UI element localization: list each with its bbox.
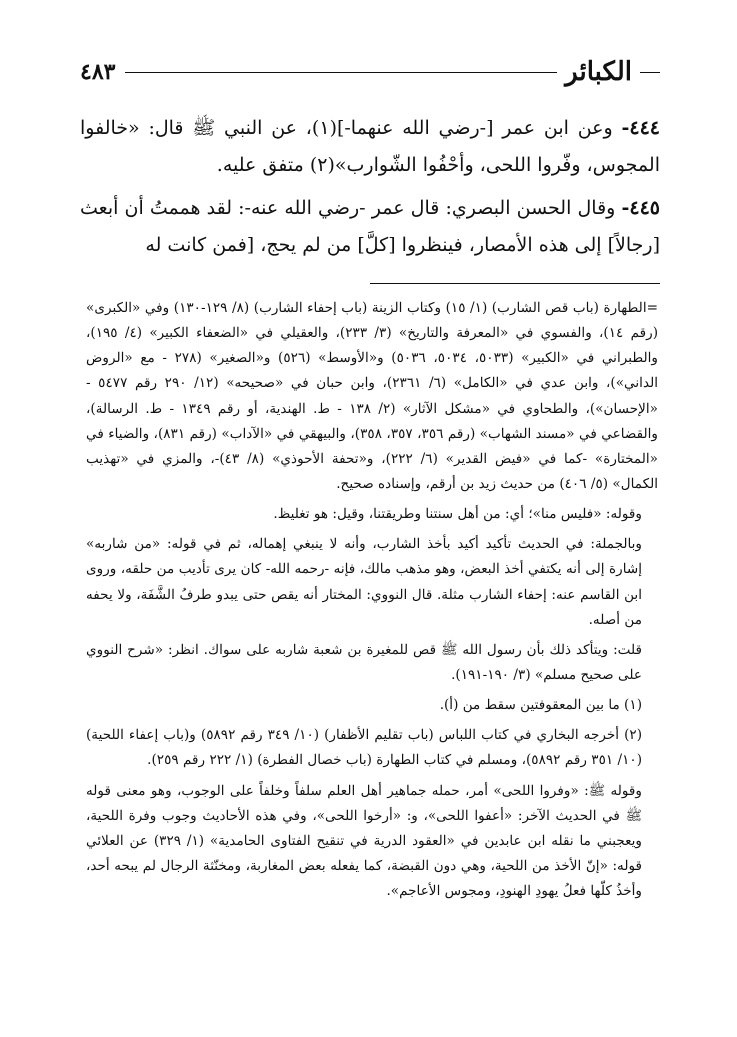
book-title: الكبائر [565, 57, 632, 87]
footnote-paragraph: قلت: ويتأكد ذلك بأن رسول الله ﷺ قص للمغيرة بن شعبة شاربه على سواك. انظر: «شرح النووي على صحيح مسلم» (٣/ ١٩٠-١٩١). [86, 641, 642, 683]
footnote-1: (١) ما بين المعقوفتين سقط من (أ). [439, 697, 642, 714]
hadith-444 [80, 110, 660, 184]
footnote-2: (٢) أخرجه البخاري في كتاب اللباس (باب تقليم الأظفار) (١٠/ ٣٤٩ رقم ٥٨٩٢) و(باب إعفاء اللحية) (١٠/ ٣٥١ رقم ٥٨٩٢)، ومسلم في كتاب الطهارة (باب خصال الفطرة) (١/ ٢٢٢ رقم ٢٥٩). [86, 727, 642, 769]
footnote-paragraph: وقوله ﷺ: «وفروا اللحى» أمر، حمله جماهير أهل العلم سلفاً وخلفاً على الوجوب، وهو معنى قوله ﷺ في الحديث الآخر: «أعفوا اللحى»، و: «أرخوا اللحى»، وفي هذه الأحاديث وجوب وفرة اللحية، ويعجبني ما نقله ابن عابدين في «العقود الدرية في تنقيح الفتاوى الحامدية» (١/ ٣٢٩) عن العلائي قوله: «إنّ الأخذ من اللحية، وهي دون القبضة، كما يفعله بعض المغاربة، ومخنّثة الرجال لم يبحه أحد، وأخذُ كلّها فعلُ يهودِ الهنودِ، ومجوس الأعاجم». [86, 782, 643, 900]
hadith-number: ٤٤٥- [621, 197, 661, 220]
page-number: ٤٨٣ [80, 59, 116, 85]
footnote-continuation: =الطهارة (باب قص الشارب) (١/ ١٥) وكتاب الزينة (باب إحفاء الشارب) (٨/ ١٢٩-١٣٠) وفي «الكبرى» (رقم ١٤)، والفسوي في «المعرفة والتاريخ» (٣/ ٢٣٣)، والعقيلي في «الضعفاء الكبير» (٤/ ١٩٥)، والطبراني في «الكبير» (٥٠٣٣، ٥٠٣٤، ٥٠٣٦) و«الأوسط» (٥٢٦) و«الصغير» (٢٧٨ - مع «الروض الداني»)، وابن عدي في «الكامل» (٦/ ٢٣٦١)، وابن حبان في «صحيحه» (١٢/ ٢٩٠ رقم ٥٤٧٧ - «الإحسان»)، والطحاوي في «مشكل الآثار» (٢/ ١٣٨ - ط. الهندية، أو رقم ١٣٤٩ - ط. الرسالة)، والقضاعي في «مسند الشهاب» (رقم ٣٥٦، ٣٥٧، ٣٥٨)، والبيهقي في «الآداب» (رقم ٨٣١)، والضياء في «المختارة» -كما في «فيض القدير» (٦/ ٢٢٢)، و«تحفة الأحوذي» (٨/ ٤٣)-، والمزي في «تهذيب الكمال» (٥/ ٤٠٦) من حديث زيد بن أرقم، وإسناده صحيح. [86, 300, 659, 492]
header-dash [640, 72, 660, 73]
footnote-separator [370, 283, 660, 284]
hadith-text: وقال الحسن البصري: قال عمر -رضي الله عنه-: لقد هممتُ أن أبعث [رجالاً] إلى هذه الأمصار، فينظروا [كلَّ] من لم يحج، [فمن كانت له [80, 197, 660, 257]
hadith-text: وعن ابن عمر [-رضي الله عنهما-](١)، عن النبي ﷺ قال: «خالفوا المجوس، وفّروا اللحى، وأحْفُوا الشّوارب»(٢) متفق عليه. [80, 117, 660, 177]
main-text [80, 110, 660, 270]
hadith-445 [80, 190, 660, 264]
footnotes [86, 296, 658, 909]
page-header [80, 52, 660, 92]
footnote-paragraph: وقوله: «فليس منا»؛ أي: من أهل سنتنا وطريقتنا، وقيل: هو تغليظ. [273, 506, 642, 523]
footnote-paragraph: وبالجملة: في الحديث تأكيد أكيد بأخذ الشارب، وأنه لا ينبغي إهماله، ثم في قوله: «من شاربه» إشارة إلى أنه يكتفي أخذ البعض، وهو مذهب مالك، فإنه -رحمه الله- كان يرى تأديب من حلقه، وروى ابن القاسم عنه: إحفاء الشارب مثلة. قال النووي: المختار أنه يقص حتى يبدو طرفُ الشَّفَة، ولا يحفه من أصله. [86, 536, 642, 628]
header-rule [125, 72, 557, 73]
hadith-number: ٤٤٤- [621, 117, 660, 139]
